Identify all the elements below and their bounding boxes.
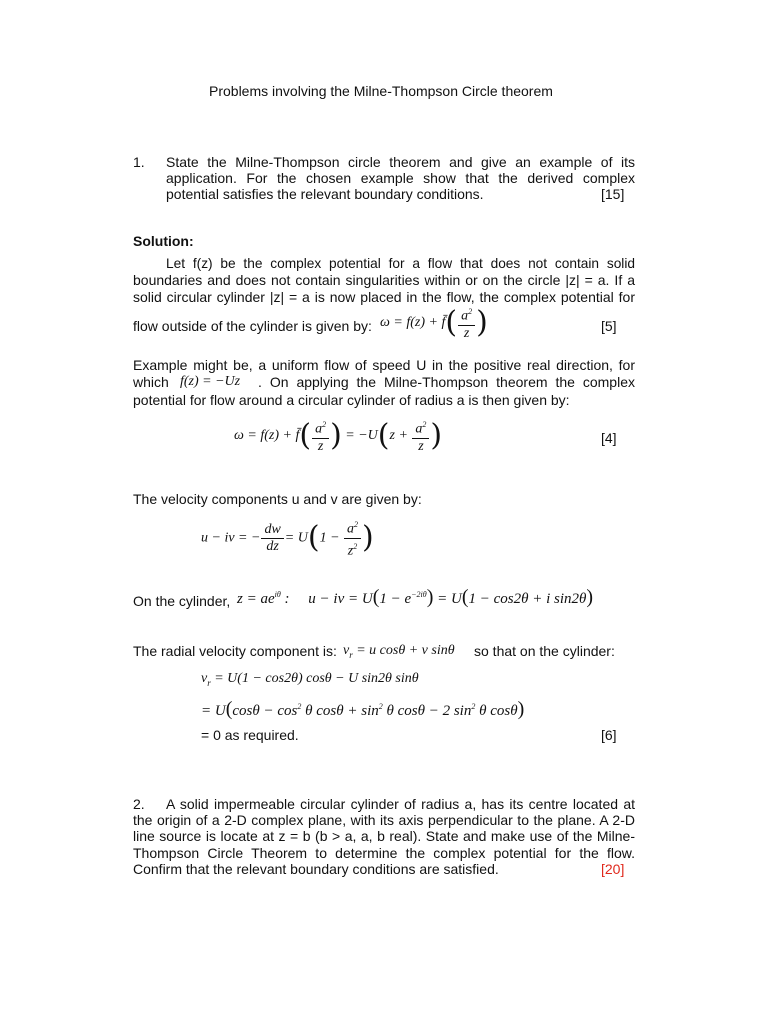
question-2-marks: [20] [601, 861, 625, 877]
solution-text-line: flow outside of the cylinder is given by: [133, 318, 372, 334]
cylinder-label: On the cylinder, [133, 593, 231, 609]
page-title: Problems involving the Milne-Thompson Circle theorem [209, 83, 553, 99]
theorem-formula: ω = f(z) + f̄( $\frac{a^2}{z}$ ) [380, 304, 488, 341]
velocity-intro: The velocity components u and v are given by: [133, 491, 422, 507]
question-2-line: A solid impermeable circular cylinder of radius a, has its centre located at [166, 796, 635, 812]
marks-4: [4] [601, 430, 617, 446]
marks-6: [6] [601, 727, 617, 743]
question-2-number: 2. [133, 796, 145, 812]
radial-velocity-formula: $v_r = u$ cosθ + v sinθ [343, 643, 455, 660]
question-2-line: line source is locate at z = b (b > a, a, b real). State and make use of the Milne- [133, 828, 635, 844]
solution-text-line: which [133, 374, 169, 390]
question-2-line: Thompson Circle Theorem to determine the complex potential for the flow. [133, 845, 635, 861]
marks-5: [5] [601, 318, 617, 334]
question-1-number: 1. [133, 154, 145, 170]
question-1-marks: [15] [601, 186, 625, 202]
radial-intro: The radial velocity component is: [133, 643, 337, 659]
question-1-line: potential satisfies the relevant boundary conditions. [166, 186, 484, 202]
velocity-formula: u − iv = − $\frac{dw}{dz}$ = U(1 − $\frac{a^2}{z^2}$ ) [201, 517, 374, 559]
solution-text-line: . On applying the Milne-Thompson theorem the complex [258, 374, 635, 390]
question-2-line: Confirm that the relevant boundary conditions are satisfied. [133, 861, 499, 877]
question-1-line: application. For the chosen example show that the derived complex [166, 170, 635, 186]
question-2-line: the origin of a 2-D complex plane, with its axis perpendicular to the plane. A 2-D [133, 812, 635, 828]
cylinder-velocity-formula: $z = ae^{i\theta}$ : u − iv = $U(1 - e^{-2i\theta}) = U(1 - \cos 2\theta + i$ sin2θ) [237, 586, 594, 608]
solution-text-line: solid circular cylinder |z| = a is now placed in the flow, the complex potential for [133, 289, 635, 305]
zero-required: = 0 as required. [201, 727, 299, 743]
radial-tail: so that on the cylinder: [474, 643, 615, 659]
solution-text-line: potential for flow around a circular cylinder of radius a is then given by: [133, 392, 570, 408]
question-1-line: State the Milne-Thompson circle theorem and give an example of its [166, 154, 635, 170]
solution-text-line: boundaries and does not contain singularities within or on the circle |z| = a. If a [133, 272, 635, 288]
solution-heading: Solution: [133, 233, 194, 249]
radial-step-1: $v_r = U(1 - \cos 2\theta) \cos\theta - U$ sin2θ sinθ [201, 671, 419, 688]
radial-step-2: = $U(\cos\theta - \cos^2 \theta$ $\cos\theta + \sin^2 \theta$ cosθ − 2 $\sin^2 \theta$ cosθ) [201, 698, 525, 720]
cylinder-potential-formula: ω = f(z) + f̄( $\frac{a^2}{z}$ ) = −U(z + $\frac{a^2}{z}$ ) [234, 417, 443, 454]
uniform-flow-formula: f(z) = −Uz [180, 374, 241, 389]
solution-text-line: Example might be, a uniform flow of speed U in the positive real direction, for [133, 357, 635, 373]
solution-text-line: Let f(z) be the complex potential for a flow that does not contain solid [166, 256, 635, 271]
